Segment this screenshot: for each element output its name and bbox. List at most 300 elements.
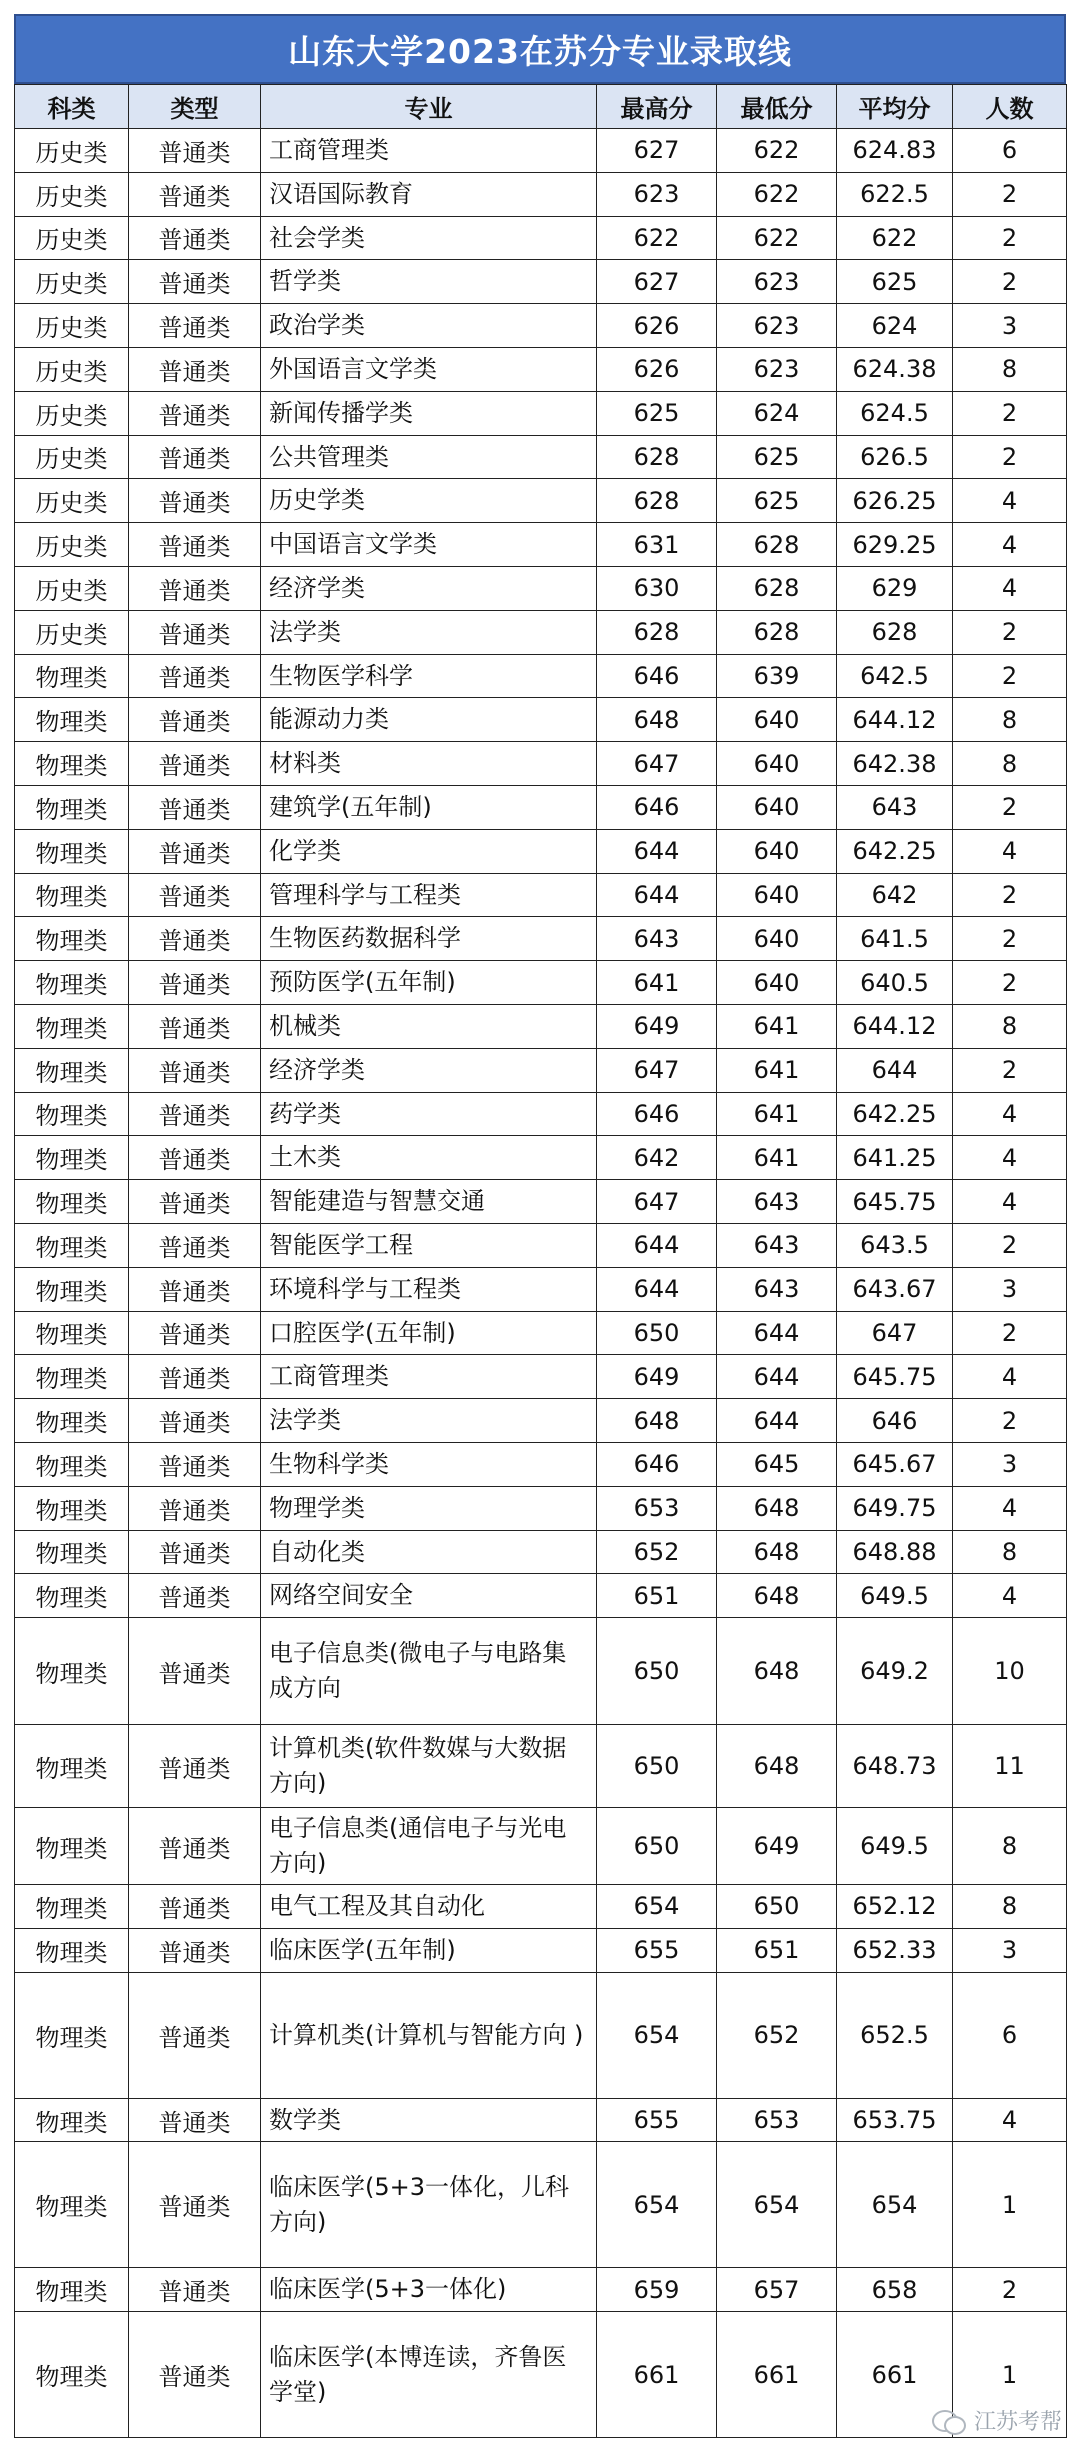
type-cell: 普通类 <box>129 1180 261 1224</box>
table-row <box>15 654 1067 698</box>
major-cell: 法学类 <box>261 610 597 654</box>
type-cell: 普通类 <box>129 1928 261 1972</box>
type-cell: 普通类 <box>129 1486 261 1530</box>
type-cell: 普通类 <box>129 698 261 742</box>
major-cell: 智能建造与智慧交通 <box>261 1180 597 1224</box>
avg-score-cell: 654 <box>837 2142 953 2268</box>
subject-cell: 历史类 <box>15 304 129 348</box>
min-score-cell: 648 <box>717 1530 837 1574</box>
max-score-cell: 641 <box>597 961 717 1005</box>
major-cell: 工商管理类 <box>261 129 597 173</box>
major-cell: 预防医学(五年制) <box>261 961 597 1005</box>
table-frame <box>14 14 1066 2438</box>
min-score-cell: 644 <box>717 1311 837 1355</box>
max-score-cell: 648 <box>597 1399 717 1443</box>
max-score-cell: 654 <box>597 1885 717 1929</box>
max-score-cell: 625 <box>597 391 717 435</box>
avg-score-cell: 624 <box>837 304 953 348</box>
major-cell: 物理学类 <box>261 1486 597 1530</box>
major-cell: 生物科学类 <box>261 1442 597 1486</box>
type-cell: 普通类 <box>129 1223 261 1267</box>
min-score-cell: 648 <box>717 1486 837 1530</box>
count-cell: 8 <box>953 742 1067 786</box>
max-score-cell: 651 <box>597 1574 717 1618</box>
min-score-cell: 623 <box>717 304 837 348</box>
table-row <box>15 1355 1067 1399</box>
table-row <box>15 1136 1067 1180</box>
table-row <box>15 1574 1067 1618</box>
major-cell: 临床医学(五年制) <box>261 1928 597 1972</box>
avg-score-cell: 661 <box>837 2312 953 2438</box>
subject-cell: 物理类 <box>15 873 129 917</box>
max-score-cell: 646 <box>597 654 717 698</box>
subject-cell: 历史类 <box>15 566 129 610</box>
avg-score-cell: 643.67 <box>837 1267 953 1311</box>
major-cell: 电子信息类(微电子与电路集成方向 <box>261 1618 597 1725</box>
type-cell: 普通类 <box>129 1136 261 1180</box>
min-score-cell: 653 <box>717 2098 837 2142</box>
subject-cell: 历史类 <box>15 435 129 479</box>
header-type: 类型 <box>129 85 261 129</box>
table-row <box>15 129 1067 173</box>
avg-score-cell: 648.88 <box>837 1530 953 1574</box>
min-score-cell: 643 <box>717 1267 837 1311</box>
min-score-cell: 648 <box>717 1725 837 1808</box>
count-cell: 1 <box>953 2312 1067 2438</box>
max-score-cell: 654 <box>597 2142 717 2268</box>
count-cell: 11 <box>953 1725 1067 1808</box>
avg-score-cell: 652.33 <box>837 1928 953 1972</box>
min-score-cell: 625 <box>717 435 837 479</box>
count-cell: 3 <box>953 1442 1067 1486</box>
subject-cell: 物理类 <box>15 1092 129 1136</box>
count-cell: 2 <box>953 654 1067 698</box>
max-score-cell: 647 <box>597 1048 717 1092</box>
type-cell: 普通类 <box>129 1725 261 1808</box>
type-cell: 普通类 <box>129 566 261 610</box>
table-row <box>15 1048 1067 1092</box>
min-score-cell: 628 <box>717 523 837 567</box>
max-score-cell: 655 <box>597 1928 717 1972</box>
header-row <box>15 85 1067 129</box>
count-cell: 8 <box>953 347 1067 391</box>
max-score-cell: 644 <box>597 1267 717 1311</box>
max-score-cell: 644 <box>597 829 717 873</box>
min-score-cell: 622 <box>717 216 837 260</box>
wechat-icon <box>932 2408 966 2434</box>
min-score-cell: 644 <box>717 1399 837 1443</box>
type-cell: 普通类 <box>129 1808 261 1885</box>
min-score-cell: 645 <box>717 1442 837 1486</box>
table-row <box>15 1885 1067 1929</box>
header-subject: 科类 <box>15 85 129 129</box>
subject-cell: 物理类 <box>15 1530 129 1574</box>
min-score-cell: 641 <box>717 1092 837 1136</box>
subject-cell: 物理类 <box>15 961 129 1005</box>
major-cell: 计算机类(软件数媒与大数据方向) <box>261 1725 597 1808</box>
watermark-text: 江苏考帮 <box>973 2410 1062 2435</box>
min-score-cell: 641 <box>717 1048 837 1092</box>
subject-cell: 物理类 <box>15 1004 129 1048</box>
avg-score-cell: 649.2 <box>837 1618 953 1725</box>
avg-score-cell: 649.5 <box>837 1808 953 1885</box>
avg-score-cell: 640.5 <box>837 961 953 1005</box>
subject-cell: 历史类 <box>15 129 129 173</box>
subject-cell: 历史类 <box>15 260 129 304</box>
watermark <box>932 2405 1062 2436</box>
avg-score-cell: 645.75 <box>837 1180 953 1224</box>
avg-score-cell: 658 <box>837 2268 953 2312</box>
avg-score-cell: 653.75 <box>837 2098 953 2142</box>
count-cell: 6 <box>953 129 1067 173</box>
subject-cell: 物理类 <box>15 1574 129 1618</box>
table-row <box>15 2312 1067 2438</box>
subject-cell: 物理类 <box>15 2142 129 2268</box>
count-cell: 4 <box>953 1574 1067 1618</box>
table-row <box>15 742 1067 786</box>
major-cell: 工商管理类 <box>261 1355 597 1399</box>
min-score-cell: 640 <box>717 917 837 961</box>
table-row <box>15 785 1067 829</box>
avg-score-cell: 622.5 <box>837 172 953 216</box>
avg-score-cell: 624.38 <box>837 347 953 391</box>
min-score-cell: 640 <box>717 742 837 786</box>
max-score-cell: 648 <box>597 698 717 742</box>
count-cell: 4 <box>953 479 1067 523</box>
type-cell: 普通类 <box>129 1004 261 1048</box>
subject-cell: 物理类 <box>15 829 129 873</box>
subject-cell: 历史类 <box>15 523 129 567</box>
header-max-score: 最高分 <box>597 85 717 129</box>
type-cell: 普通类 <box>129 2098 261 2142</box>
max-score-cell: 649 <box>597 1004 717 1048</box>
table-body <box>15 129 1067 2438</box>
subject-cell: 物理类 <box>15 1928 129 1972</box>
subject-cell: 物理类 <box>15 1972 129 2098</box>
major-cell: 智能医学工程 <box>261 1223 597 1267</box>
min-score-cell: 640 <box>717 873 837 917</box>
max-score-cell: 628 <box>597 610 717 654</box>
type-cell: 普通类 <box>129 829 261 873</box>
table-row <box>15 829 1067 873</box>
avg-score-cell: 644.12 <box>837 698 953 742</box>
type-cell: 普通类 <box>129 1885 261 1929</box>
max-score-cell: 622 <box>597 216 717 260</box>
subject-cell: 历史类 <box>15 479 129 523</box>
avg-score-cell: 628 <box>837 610 953 654</box>
max-score-cell: 642 <box>597 1136 717 1180</box>
count-cell: 8 <box>953 698 1067 742</box>
subject-cell: 历史类 <box>15 216 129 260</box>
table-row <box>15 435 1067 479</box>
table-row <box>15 304 1067 348</box>
major-cell: 中国语言文学类 <box>261 523 597 567</box>
min-score-cell: 644 <box>717 1355 837 1399</box>
admission-table <box>14 84 1067 2438</box>
max-score-cell: 644 <box>597 1223 717 1267</box>
count-cell: 8 <box>953 1808 1067 1885</box>
subject-cell: 物理类 <box>15 742 129 786</box>
avg-score-cell: 626.25 <box>837 479 953 523</box>
table-row <box>15 2268 1067 2312</box>
table-row <box>15 917 1067 961</box>
type-cell: 普通类 <box>129 1092 261 1136</box>
avg-score-cell: 648.73 <box>837 1725 953 1808</box>
count-cell: 2 <box>953 2268 1067 2312</box>
subject-cell: 物理类 <box>15 1808 129 1885</box>
max-score-cell: 646 <box>597 785 717 829</box>
count-cell: 4 <box>953 829 1067 873</box>
avg-score-cell: 644.12 <box>837 1004 953 1048</box>
major-cell: 生物医药数据科学 <box>261 917 597 961</box>
min-score-cell: 640 <box>717 829 837 873</box>
type-cell: 普通类 <box>129 523 261 567</box>
table-row <box>15 523 1067 567</box>
type-cell: 普通类 <box>129 917 261 961</box>
table-row <box>15 260 1067 304</box>
header-major: 专业 <box>261 85 597 129</box>
major-cell: 化学类 <box>261 829 597 873</box>
avg-score-cell: 652.5 <box>837 1972 953 2098</box>
avg-score-cell: 624.5 <box>837 391 953 435</box>
major-cell: 哲学类 <box>261 260 597 304</box>
subject-cell: 物理类 <box>15 785 129 829</box>
avg-score-cell: 643.5 <box>837 1223 953 1267</box>
table-row <box>15 1530 1067 1574</box>
major-cell: 环境科学与工程类 <box>261 1267 597 1311</box>
subject-cell: 物理类 <box>15 654 129 698</box>
avg-score-cell: 642.38 <box>837 742 953 786</box>
min-score-cell: 640 <box>717 961 837 1005</box>
avg-score-cell: 649.5 <box>837 1574 953 1618</box>
subject-cell: 历史类 <box>15 391 129 435</box>
max-score-cell: 652 <box>597 1530 717 1574</box>
max-score-cell: 650 <box>597 1311 717 1355</box>
max-score-cell: 627 <box>597 129 717 173</box>
header-avg-score: 平均分 <box>837 85 953 129</box>
type-cell: 普通类 <box>129 1618 261 1725</box>
min-score-cell: 639 <box>717 654 837 698</box>
avg-score-cell: 641.25 <box>837 1136 953 1180</box>
min-score-cell: 651 <box>717 1928 837 1972</box>
avg-score-cell: 624.83 <box>837 129 953 173</box>
major-cell: 网络空间安全 <box>261 1574 597 1618</box>
major-cell: 计算机类(计算机与智能方向 ) <box>261 1972 597 2098</box>
type-cell: 普通类 <box>129 216 261 260</box>
type-cell: 普通类 <box>129 1574 261 1618</box>
major-cell: 药学类 <box>261 1092 597 1136</box>
min-score-cell: 623 <box>717 260 837 304</box>
min-score-cell: 640 <box>717 698 837 742</box>
page-title: 山东大学2023在苏分专业录取线 <box>14 14 1066 84</box>
max-score-cell: 646 <box>597 1442 717 1486</box>
major-cell: 临床医学(本博连读，齐鲁医学堂) <box>261 2312 597 2438</box>
table-row <box>15 391 1067 435</box>
count-cell: 1 <box>953 2142 1067 2268</box>
type-cell: 普通类 <box>129 1530 261 1574</box>
count-cell: 2 <box>953 1399 1067 1443</box>
table-row <box>15 216 1067 260</box>
subject-cell: 物理类 <box>15 1355 129 1399</box>
table-row <box>15 1223 1067 1267</box>
min-score-cell: 648 <box>717 1618 837 1725</box>
avg-score-cell: 644 <box>837 1048 953 1092</box>
type-cell: 普通类 <box>129 391 261 435</box>
header-min-score: 最低分 <box>717 85 837 129</box>
header-count: 人数 <box>953 85 1067 129</box>
major-cell: 法学类 <box>261 1399 597 1443</box>
min-score-cell: 641 <box>717 1004 837 1048</box>
major-cell: 公共管理类 <box>261 435 597 479</box>
subject-cell: 物理类 <box>15 2268 129 2312</box>
subject-cell: 物理类 <box>15 1223 129 1267</box>
max-score-cell: 630 <box>597 566 717 610</box>
max-score-cell: 623 <box>597 172 717 216</box>
min-score-cell: 641 <box>717 1136 837 1180</box>
max-score-cell: 659 <box>597 2268 717 2312</box>
count-cell: 3 <box>953 304 1067 348</box>
min-score-cell: 622 <box>717 129 837 173</box>
max-score-cell: 650 <box>597 1725 717 1808</box>
max-score-cell: 626 <box>597 304 717 348</box>
major-cell: 材料类 <box>261 742 597 786</box>
avg-score-cell: 625 <box>837 260 953 304</box>
avg-score-cell: 642.5 <box>837 654 953 698</box>
type-cell: 普通类 <box>129 479 261 523</box>
type-cell: 普通类 <box>129 129 261 173</box>
min-score-cell: 654 <box>717 2142 837 2268</box>
major-cell: 生物医学科学 <box>261 654 597 698</box>
major-cell: 社会学类 <box>261 216 597 260</box>
major-cell: 自动化类 <box>261 1530 597 1574</box>
subject-cell: 物理类 <box>15 1399 129 1443</box>
table-row <box>15 698 1067 742</box>
count-cell: 8 <box>953 1004 1067 1048</box>
subject-cell: 物理类 <box>15 1311 129 1355</box>
type-cell: 普通类 <box>129 1972 261 2098</box>
subject-cell: 物理类 <box>15 1180 129 1224</box>
subject-cell: 历史类 <box>15 347 129 391</box>
count-cell: 6 <box>953 1972 1067 2098</box>
count-cell: 8 <box>953 1530 1067 1574</box>
table-row <box>15 873 1067 917</box>
count-cell: 2 <box>953 1048 1067 1092</box>
count-cell: 4 <box>953 1180 1067 1224</box>
subject-cell: 物理类 <box>15 1618 129 1725</box>
type-cell: 普通类 <box>129 785 261 829</box>
major-cell: 能源动力类 <box>261 698 597 742</box>
count-cell: 4 <box>953 523 1067 567</box>
major-cell: 历史学类 <box>261 479 597 523</box>
avg-score-cell: 629.25 <box>837 523 953 567</box>
count-cell: 2 <box>953 1223 1067 1267</box>
avg-score-cell: 622 <box>837 216 953 260</box>
count-cell: 2 <box>953 785 1067 829</box>
table-row <box>15 961 1067 1005</box>
table-row <box>15 1972 1067 2098</box>
count-cell: 2 <box>953 1311 1067 1355</box>
max-score-cell: 627 <box>597 260 717 304</box>
table-row <box>15 1180 1067 1224</box>
major-cell: 管理科学与工程类 <box>261 873 597 917</box>
type-cell: 普通类 <box>129 304 261 348</box>
avg-score-cell: 652.12 <box>837 1885 953 1929</box>
max-score-cell: 628 <box>597 435 717 479</box>
major-cell: 汉语国际教育 <box>261 172 597 216</box>
max-score-cell: 647 <box>597 742 717 786</box>
subject-cell: 历史类 <box>15 172 129 216</box>
type-cell: 普通类 <box>129 1267 261 1311</box>
count-cell: 3 <box>953 1928 1067 1972</box>
max-score-cell: 647 <box>597 1180 717 1224</box>
count-cell: 10 <box>953 1618 1067 1725</box>
type-cell: 普通类 <box>129 347 261 391</box>
avg-score-cell: 642.25 <box>837 829 953 873</box>
min-score-cell: 661 <box>717 2312 837 2438</box>
table-row <box>15 1092 1067 1136</box>
count-cell: 2 <box>953 172 1067 216</box>
type-cell: 普通类 <box>129 172 261 216</box>
major-cell: 临床医学(5+3一体化，儿科方向) <box>261 2142 597 2268</box>
table-row <box>15 1267 1067 1311</box>
count-cell: 2 <box>953 260 1067 304</box>
min-score-cell: 657 <box>717 2268 837 2312</box>
avg-score-cell: 649.75 <box>837 1486 953 1530</box>
table-row <box>15 1399 1067 1443</box>
avg-score-cell: 647 <box>837 1311 953 1355</box>
table-row <box>15 2142 1067 2268</box>
max-score-cell: 649 <box>597 1355 717 1399</box>
avg-score-cell: 629 <box>837 566 953 610</box>
min-score-cell: 624 <box>717 391 837 435</box>
avg-score-cell: 642 <box>837 873 953 917</box>
min-score-cell: 625 <box>717 479 837 523</box>
subject-cell: 物理类 <box>15 1267 129 1311</box>
count-cell: 4 <box>953 1355 1067 1399</box>
type-cell: 普通类 <box>129 742 261 786</box>
subject-cell: 物理类 <box>15 2098 129 2142</box>
min-score-cell: 652 <box>717 1972 837 2098</box>
max-score-cell: 628 <box>597 479 717 523</box>
type-cell: 普通类 <box>129 961 261 1005</box>
count-cell: 2 <box>953 435 1067 479</box>
subject-cell: 物理类 <box>15 1048 129 1092</box>
table-row <box>15 1808 1067 1885</box>
max-score-cell: 650 <box>597 1808 717 1885</box>
major-cell: 临床医学(5+3一体化) <box>261 2268 597 2312</box>
type-cell: 普通类 <box>129 873 261 917</box>
min-score-cell: 640 <box>717 785 837 829</box>
subject-cell: 物理类 <box>15 1885 129 1929</box>
major-cell: 政治学类 <box>261 304 597 348</box>
max-score-cell: 661 <box>597 2312 717 2438</box>
max-score-cell: 655 <box>597 2098 717 2142</box>
max-score-cell: 631 <box>597 523 717 567</box>
table-row <box>15 1442 1067 1486</box>
subject-cell: 物理类 <box>15 2312 129 2438</box>
max-score-cell: 644 <box>597 873 717 917</box>
count-cell: 2 <box>953 917 1067 961</box>
major-cell: 电子信息类(通信电子与光电方向) <box>261 1808 597 1885</box>
avg-score-cell: 642.25 <box>837 1092 953 1136</box>
count-cell: 2 <box>953 961 1067 1005</box>
type-cell: 普通类 <box>129 435 261 479</box>
subject-cell: 物理类 <box>15 917 129 961</box>
type-cell: 普通类 <box>129 654 261 698</box>
table-row <box>15 1311 1067 1355</box>
min-score-cell: 643 <box>717 1223 837 1267</box>
min-score-cell: 649 <box>717 1808 837 1885</box>
